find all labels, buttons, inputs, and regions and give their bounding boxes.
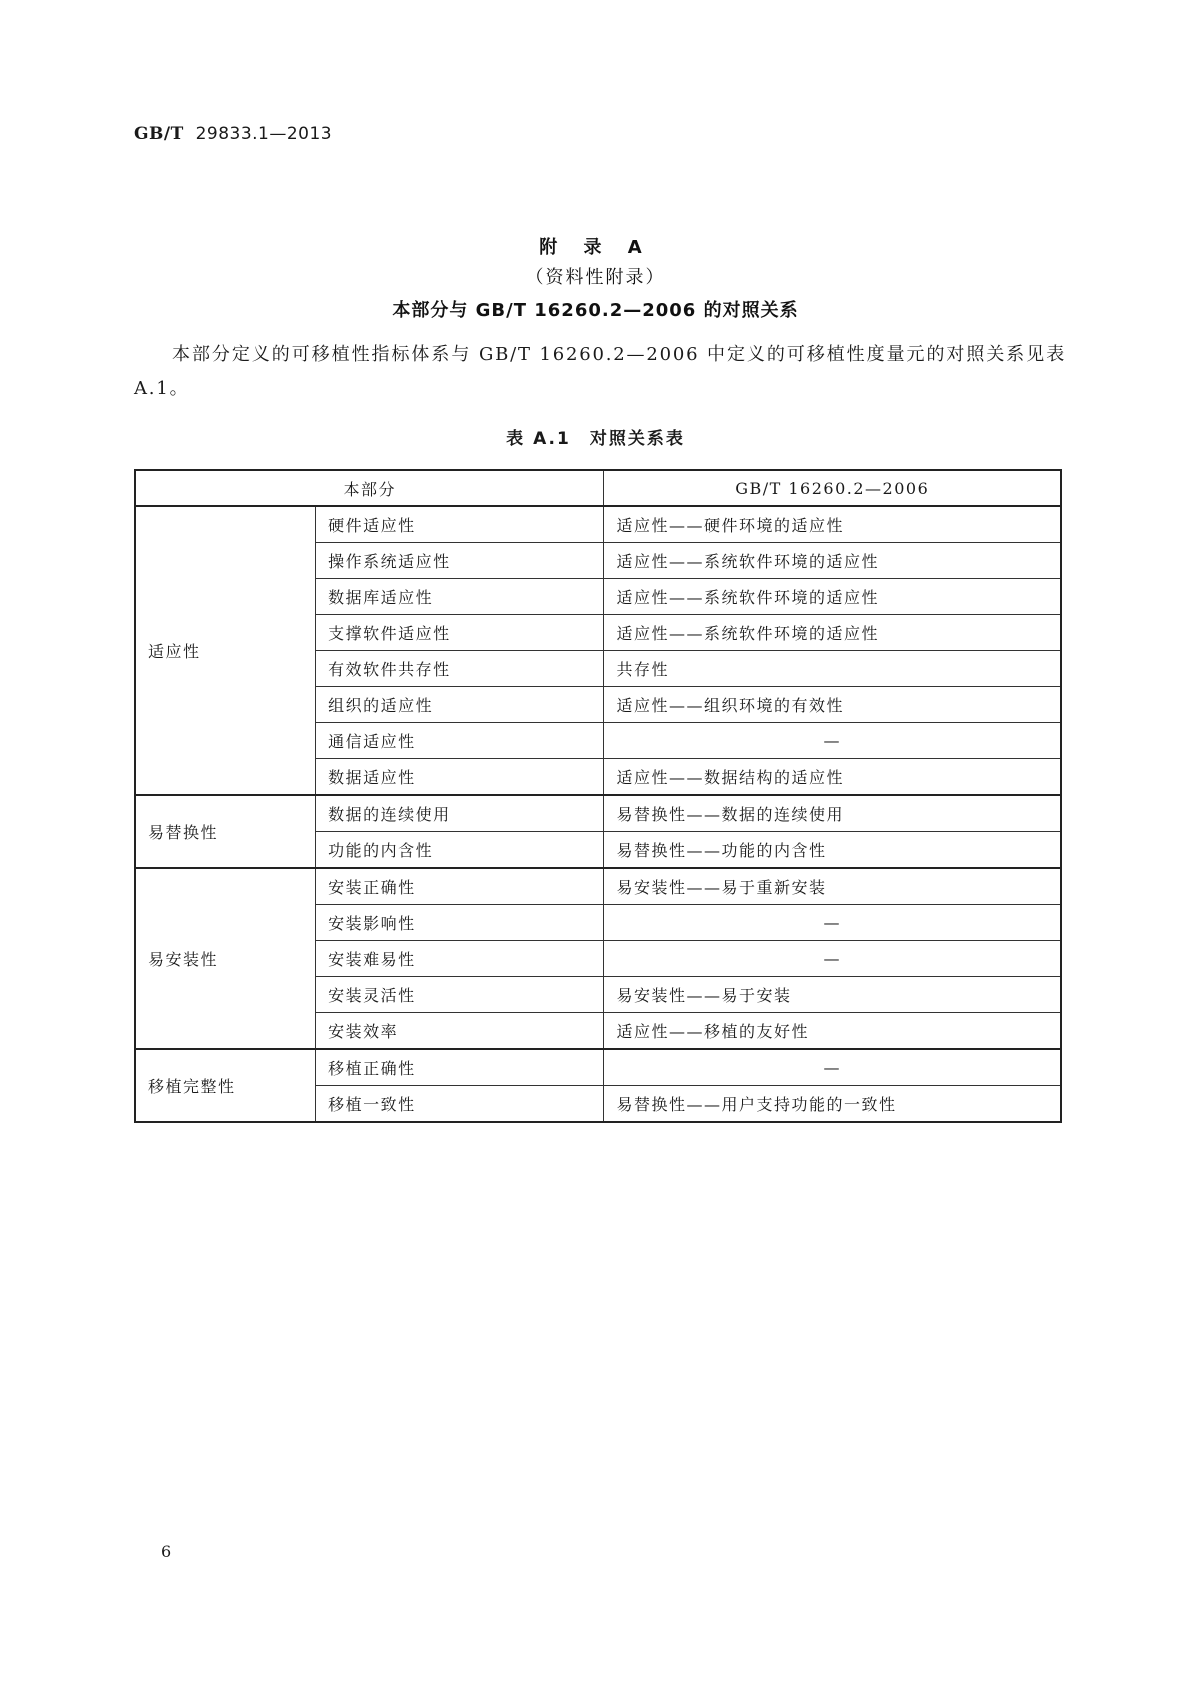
mapping-cell: 适应性——移植的友好性 bbox=[604, 1013, 1061, 1050]
item-cell: 操作系统适应性 bbox=[316, 543, 604, 579]
item-cell: 组织的适应性 bbox=[316, 687, 604, 723]
mapping-cell: 适应性——组织环境的有效性 bbox=[604, 687, 1061, 723]
standard-header bbox=[134, 124, 332, 144]
mapping-cell: 易替换性——数据的连续使用 bbox=[604, 795, 1061, 832]
appendix-type: （资料性附录） bbox=[525, 267, 666, 288]
item-cell: 功能的内含性 bbox=[316, 832, 604, 869]
standard-prefix: GB/T bbox=[134, 124, 184, 144]
table-row bbox=[135, 868, 1061, 905]
category-cell: 适应性 bbox=[135, 506, 316, 795]
standard-number: 29833.1—2013 bbox=[195, 124, 333, 144]
mapping-cell: 易安装性——易于安装 bbox=[604, 977, 1061, 1013]
table-body bbox=[135, 506, 1061, 1122]
mapping-cell: 共存性 bbox=[604, 651, 1061, 687]
item-cell: 安装难易性 bbox=[316, 941, 604, 977]
item-cell: 数据适应性 bbox=[316, 759, 604, 796]
header-this-part: 本部分 bbox=[135, 470, 604, 506]
mapping-cell: — bbox=[604, 1049, 1061, 1086]
table-row bbox=[135, 1049, 1061, 1086]
mapping-cell: 适应性——数据结构的适应性 bbox=[604, 759, 1061, 796]
item-cell: 通信适应性 bbox=[316, 723, 604, 759]
appendix-title: 附 录 A bbox=[539, 237, 652, 258]
item-cell: 移植一致性 bbox=[316, 1086, 604, 1123]
item-cell: 支撑软件适应性 bbox=[316, 615, 604, 651]
item-cell: 有效软件共存性 bbox=[316, 651, 604, 687]
item-cell: 数据库适应性 bbox=[316, 579, 604, 615]
item-cell: 硬件适应性 bbox=[316, 506, 604, 543]
page-number: 6 bbox=[161, 1542, 172, 1561]
item-cell: 安装正确性 bbox=[316, 868, 604, 905]
header-reference-standard: GB/T 16260.2—2006 bbox=[604, 470, 1061, 506]
mapping-cell: 适应性——硬件环境的适应性 bbox=[604, 506, 1061, 543]
table-row bbox=[135, 506, 1061, 543]
table-header-row bbox=[135, 470, 1061, 506]
table-row bbox=[135, 795, 1061, 832]
mapping-cell: 适应性——系统软件环境的适应性 bbox=[604, 579, 1061, 615]
mapping-cell: — bbox=[604, 723, 1061, 759]
comparison-table bbox=[134, 469, 1062, 1123]
mapping-cell: 适应性——系统软件环境的适应性 bbox=[604, 543, 1061, 579]
mapping-cell: 适应性——系统软件环境的适应性 bbox=[604, 615, 1061, 651]
item-cell: 数据的连续使用 bbox=[316, 795, 604, 832]
mapping-cell: 易安装性——易于重新安装 bbox=[604, 868, 1061, 905]
item-cell: 安装效率 bbox=[316, 1013, 604, 1050]
appendix-subtitle: 本部分与 GB/T 16260.2—2006 的对照关系 bbox=[392, 300, 799, 321]
mapping-cell: — bbox=[604, 905, 1061, 941]
table-caption: 表 A.1 对照关系表 bbox=[506, 429, 685, 449]
item-cell: 安装影响性 bbox=[316, 905, 604, 941]
mapping-cell: 易替换性——功能的内含性 bbox=[604, 832, 1061, 869]
mapping-cell: — bbox=[604, 941, 1061, 977]
category-cell: 易替换性 bbox=[135, 795, 316, 868]
mapping-cell: 易替换性——用户支持功能的一致性 bbox=[604, 1086, 1061, 1123]
item-cell: 移植正确性 bbox=[316, 1049, 604, 1086]
intro-paragraph: 本部分定义的可移植性指标体系与 GB/T 16260.2—2006 中定义的可移植性度量元的对照关系见表 A.1。 bbox=[134, 344, 1066, 399]
category-cell: 易安装性 bbox=[135, 868, 316, 1049]
category-cell: 移植完整性 bbox=[135, 1049, 316, 1122]
item-cell: 安装灵活性 bbox=[316, 977, 604, 1013]
